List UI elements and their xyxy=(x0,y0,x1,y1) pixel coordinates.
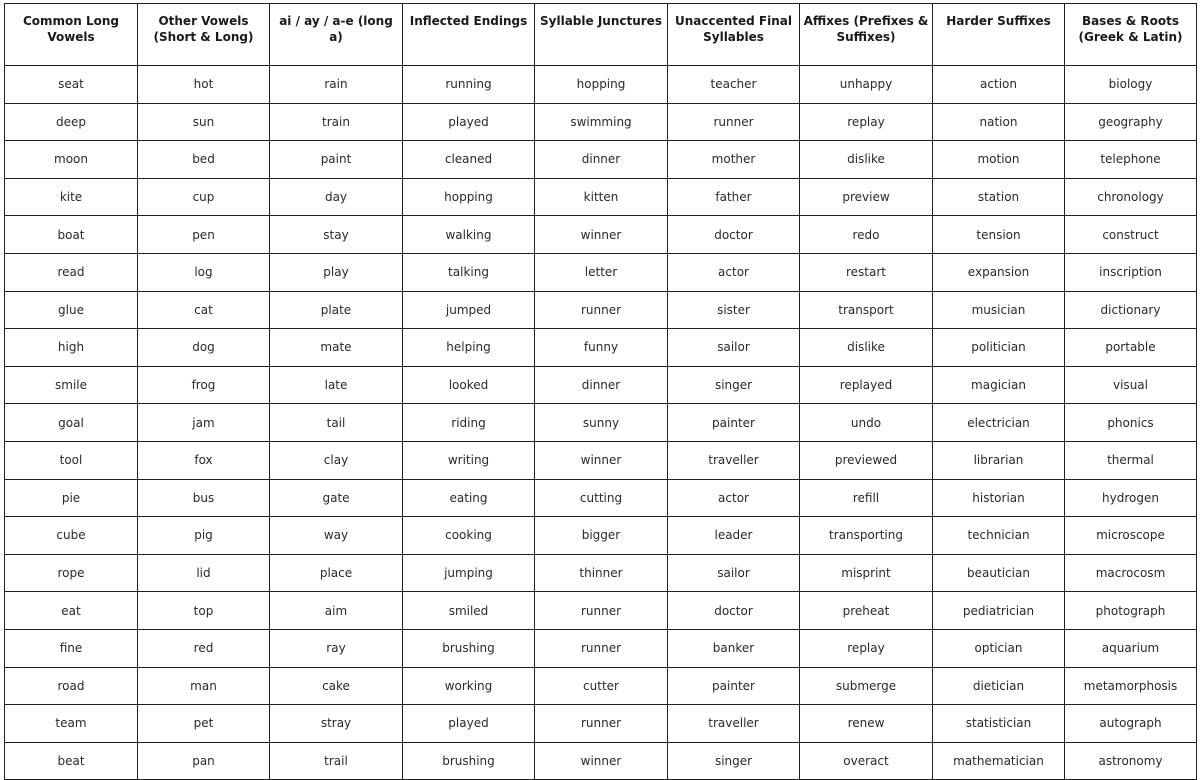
word-cell: sunny xyxy=(535,404,668,442)
word-cell: thermal xyxy=(1065,441,1197,479)
word-cell: talking xyxy=(403,253,535,291)
table-row xyxy=(5,554,1197,592)
table-row xyxy=(5,705,1197,743)
word-cell: transporting xyxy=(800,517,933,555)
word-cell: father xyxy=(668,178,800,216)
word-cell: sun xyxy=(138,103,270,141)
word-cell: hot xyxy=(138,66,270,104)
word-cell: read xyxy=(5,253,138,291)
word-cell: smile xyxy=(5,366,138,404)
word-cell: smiled xyxy=(403,592,535,630)
spelling-word-sheet xyxy=(4,3,1196,780)
word-cell: fine xyxy=(5,629,138,667)
word-cell: brushing xyxy=(403,742,535,780)
word-cell: high xyxy=(5,329,138,367)
word-cell: man xyxy=(138,667,270,705)
word-cell: runner xyxy=(535,629,668,667)
word-cell: electrician xyxy=(933,404,1065,442)
word-cell: walking xyxy=(403,216,535,254)
word-cell: moon xyxy=(5,141,138,179)
table-row xyxy=(5,66,1197,104)
word-cell: misprint xyxy=(800,554,933,592)
word-cell: eat xyxy=(5,592,138,630)
word-cell: optician xyxy=(933,629,1065,667)
table-row xyxy=(5,216,1197,254)
word-cell: geography xyxy=(1065,103,1197,141)
word-cell: kite xyxy=(5,178,138,216)
word-cell: submerge xyxy=(800,667,933,705)
word-cell: biology xyxy=(1065,66,1197,104)
spelling-word-table xyxy=(4,3,1197,780)
word-cell: cake xyxy=(270,667,403,705)
word-cell: writing xyxy=(403,441,535,479)
word-cell: macrocosm xyxy=(1065,554,1197,592)
word-cell: dislike xyxy=(800,329,933,367)
word-cell: beat xyxy=(5,742,138,780)
word-cell: leader xyxy=(668,517,800,555)
word-cell: microscope xyxy=(1065,517,1197,555)
word-cell: way xyxy=(270,517,403,555)
word-cell: clay xyxy=(270,441,403,479)
table-row xyxy=(5,103,1197,141)
word-cell: letter xyxy=(535,253,668,291)
column-header: Syllable Junctures xyxy=(535,4,668,66)
word-cell: runner xyxy=(668,103,800,141)
word-cell: train xyxy=(270,103,403,141)
word-cell: metamorphosis xyxy=(1065,667,1197,705)
word-cell: astronomy xyxy=(1065,742,1197,780)
word-cell: eating xyxy=(403,479,535,517)
word-cell: nation xyxy=(933,103,1065,141)
table-row xyxy=(5,479,1197,517)
word-cell: actor xyxy=(668,253,800,291)
word-cell: sailor xyxy=(668,554,800,592)
word-cell: stray xyxy=(270,705,403,743)
word-cell: renew xyxy=(800,705,933,743)
word-cell: undo xyxy=(800,404,933,442)
word-cell: hopping xyxy=(403,178,535,216)
word-cell: expansion xyxy=(933,253,1065,291)
word-cell: overact xyxy=(800,742,933,780)
word-cell: aquarium xyxy=(1065,629,1197,667)
word-cell: pediatrician xyxy=(933,592,1065,630)
word-cell: mate xyxy=(270,329,403,367)
word-cell: painter xyxy=(668,404,800,442)
word-cell: dietician xyxy=(933,667,1065,705)
word-cell: cat xyxy=(138,291,270,329)
word-cell: kitten xyxy=(535,178,668,216)
column-header: ai / ay / a-e (long a) xyxy=(270,4,403,66)
word-cell: cube xyxy=(5,517,138,555)
word-cell: hopping xyxy=(535,66,668,104)
word-cell: dictionary xyxy=(1065,291,1197,329)
word-cell: restart xyxy=(800,253,933,291)
word-cell: gate xyxy=(270,479,403,517)
word-cell: mother xyxy=(668,141,800,179)
word-cell: cooking xyxy=(403,517,535,555)
table-row xyxy=(5,667,1197,705)
word-cell: riding xyxy=(403,404,535,442)
word-cell: cutter xyxy=(535,667,668,705)
word-cell: rain xyxy=(270,66,403,104)
word-cell: pig xyxy=(138,517,270,555)
word-cell: preview xyxy=(800,178,933,216)
word-cell: phonics xyxy=(1065,404,1197,442)
word-cell: rope xyxy=(5,554,138,592)
word-cell: runner xyxy=(535,291,668,329)
word-cell: thinner xyxy=(535,554,668,592)
word-cell: jam xyxy=(138,404,270,442)
word-cell: pie xyxy=(5,479,138,517)
word-cell: technician xyxy=(933,517,1065,555)
table-row xyxy=(5,404,1197,442)
word-cell: portable xyxy=(1065,329,1197,367)
word-cell: stay xyxy=(270,216,403,254)
word-cell: pet xyxy=(138,705,270,743)
word-cell: glue xyxy=(5,291,138,329)
word-cell: winner xyxy=(535,216,668,254)
word-cell: jumping xyxy=(403,554,535,592)
word-cell: play xyxy=(270,253,403,291)
word-cell: runner xyxy=(535,705,668,743)
table-row xyxy=(5,291,1197,329)
word-cell: funny xyxy=(535,329,668,367)
word-cell: played xyxy=(403,103,535,141)
word-cell: log xyxy=(138,253,270,291)
word-cell: preheat xyxy=(800,592,933,630)
word-cell: hydrogen xyxy=(1065,479,1197,517)
word-cell: banker xyxy=(668,629,800,667)
word-cell: goal xyxy=(5,404,138,442)
table-row xyxy=(5,441,1197,479)
column-header: Harder Suffixes xyxy=(933,4,1065,66)
table-body xyxy=(5,66,1197,780)
word-cell: pan xyxy=(138,742,270,780)
word-cell: transport xyxy=(800,291,933,329)
word-cell: top xyxy=(138,592,270,630)
word-cell: brushing xyxy=(403,629,535,667)
table-row xyxy=(5,629,1197,667)
column-header: Inflected Endings xyxy=(403,4,535,66)
word-cell: action xyxy=(933,66,1065,104)
table-row xyxy=(5,366,1197,404)
table-header xyxy=(5,4,1197,66)
word-cell: played xyxy=(403,705,535,743)
word-cell: seat xyxy=(5,66,138,104)
column-header: Other Vowels (Short & Long) xyxy=(138,4,270,66)
word-cell: politician xyxy=(933,329,1065,367)
word-cell: lid xyxy=(138,554,270,592)
table-row xyxy=(5,141,1197,179)
word-cell: bus xyxy=(138,479,270,517)
word-cell: refill xyxy=(800,479,933,517)
word-cell: traveller xyxy=(668,705,800,743)
word-cell: runner xyxy=(535,592,668,630)
word-cell: helping xyxy=(403,329,535,367)
word-cell: cup xyxy=(138,178,270,216)
word-cell: inscription xyxy=(1065,253,1197,291)
word-cell: statistician xyxy=(933,705,1065,743)
word-cell: autograph xyxy=(1065,705,1197,743)
word-cell: historian xyxy=(933,479,1065,517)
word-cell: actor xyxy=(668,479,800,517)
table-row xyxy=(5,329,1197,367)
word-cell: winner xyxy=(535,742,668,780)
word-cell: station xyxy=(933,178,1065,216)
word-cell: traveller xyxy=(668,441,800,479)
word-cell: doctor xyxy=(668,592,800,630)
word-cell: frog xyxy=(138,366,270,404)
word-cell: aim xyxy=(270,592,403,630)
table-row xyxy=(5,592,1197,630)
word-cell: sister xyxy=(668,291,800,329)
word-cell: red xyxy=(138,629,270,667)
word-cell: road xyxy=(5,667,138,705)
word-cell: chronology xyxy=(1065,178,1197,216)
word-cell: day xyxy=(270,178,403,216)
word-cell: working xyxy=(403,667,535,705)
word-cell: dinner xyxy=(535,366,668,404)
column-header: Unaccented Final Syllables xyxy=(668,4,800,66)
word-cell: tail xyxy=(270,404,403,442)
column-header: Common Long Vowels xyxy=(5,4,138,66)
table-row xyxy=(5,517,1197,555)
word-cell: pen xyxy=(138,216,270,254)
word-cell: visual xyxy=(1065,366,1197,404)
word-cell: beautician xyxy=(933,554,1065,592)
word-cell: cleaned xyxy=(403,141,535,179)
word-cell: winner xyxy=(535,441,668,479)
table-row xyxy=(5,742,1197,780)
word-cell: dislike xyxy=(800,141,933,179)
word-cell: singer xyxy=(668,366,800,404)
word-cell: dinner xyxy=(535,141,668,179)
word-cell: bigger xyxy=(535,517,668,555)
word-cell: previewed xyxy=(800,441,933,479)
word-cell: doctor xyxy=(668,216,800,254)
word-cell: sailor xyxy=(668,329,800,367)
word-cell: boat xyxy=(5,216,138,254)
word-cell: swimming xyxy=(535,103,668,141)
column-header: Affixes (Prefixes & Suffixes) xyxy=(800,4,933,66)
word-cell: unhappy xyxy=(800,66,933,104)
word-cell: ray xyxy=(270,629,403,667)
word-cell: team xyxy=(5,705,138,743)
word-cell: late xyxy=(270,366,403,404)
word-cell: singer xyxy=(668,742,800,780)
header-row xyxy=(5,4,1197,66)
word-cell: tension xyxy=(933,216,1065,254)
word-cell: construct xyxy=(1065,216,1197,254)
word-cell: redo xyxy=(800,216,933,254)
word-cell: teacher xyxy=(668,66,800,104)
table-row xyxy=(5,253,1197,291)
word-cell: musician xyxy=(933,291,1065,329)
word-cell: tool xyxy=(5,441,138,479)
word-cell: paint xyxy=(270,141,403,179)
word-cell: running xyxy=(403,66,535,104)
word-cell: fox xyxy=(138,441,270,479)
word-cell: dog xyxy=(138,329,270,367)
table-row xyxy=(5,178,1197,216)
word-cell: replay xyxy=(800,629,933,667)
word-cell: telephone xyxy=(1065,141,1197,179)
word-cell: jumped xyxy=(403,291,535,329)
word-cell: replayed xyxy=(800,366,933,404)
word-cell: deep xyxy=(5,103,138,141)
word-cell: looked xyxy=(403,366,535,404)
word-cell: place xyxy=(270,554,403,592)
word-cell: trail xyxy=(270,742,403,780)
word-cell: painter xyxy=(668,667,800,705)
word-cell: bed xyxy=(138,141,270,179)
word-cell: librarian xyxy=(933,441,1065,479)
word-cell: plate xyxy=(270,291,403,329)
word-cell: photograph xyxy=(1065,592,1197,630)
word-cell: motion xyxy=(933,141,1065,179)
word-cell: replay xyxy=(800,103,933,141)
column-header: Bases & Roots (Greek & Latin) xyxy=(1065,4,1197,66)
word-cell: magician xyxy=(933,366,1065,404)
word-cell: mathematician xyxy=(933,742,1065,780)
word-cell: cutting xyxy=(535,479,668,517)
